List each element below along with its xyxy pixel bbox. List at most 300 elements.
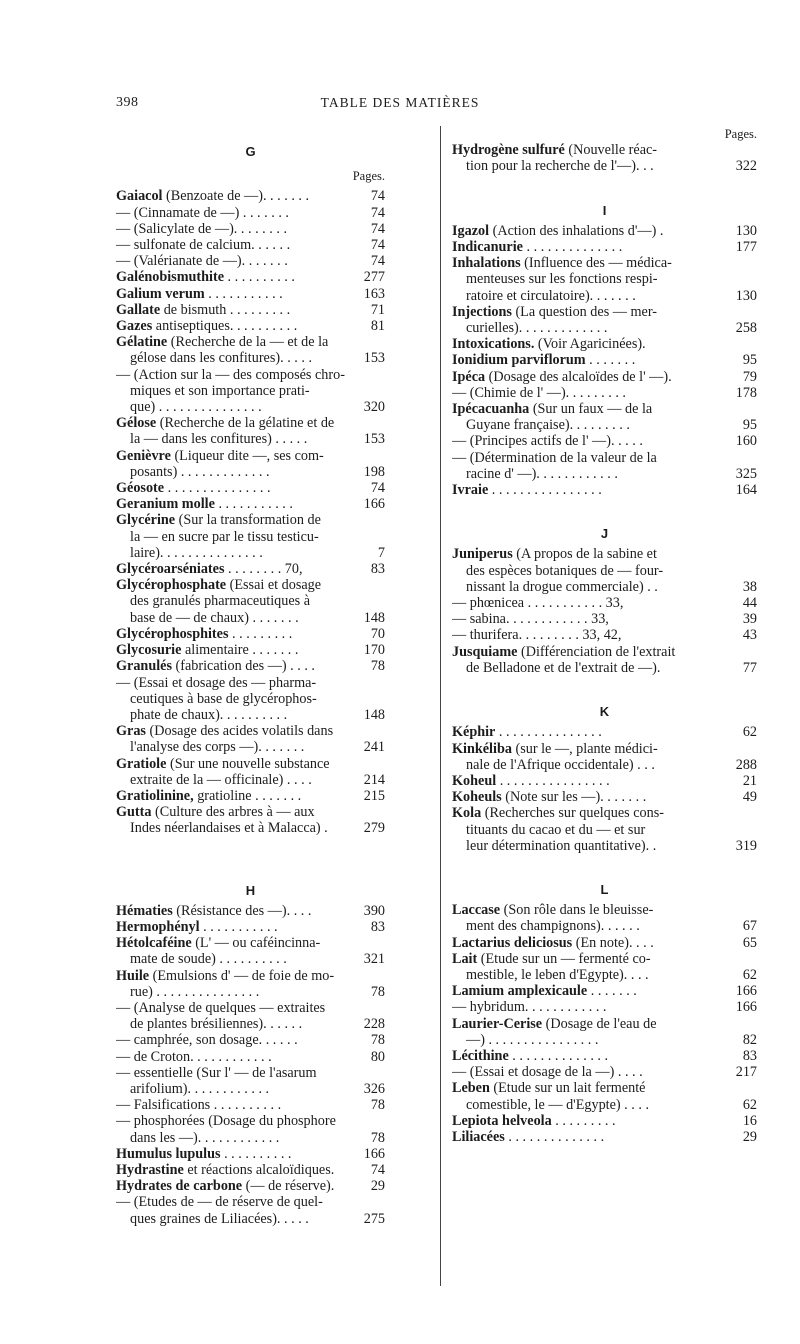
entry-text: arifolium). . . . . . . . . . . .: [130, 1080, 270, 1097]
index-entry: [452, 902, 757, 934]
entry-text: (La question des — mer-: [515, 303, 658, 320]
page-ref: 29: [742, 1128, 757, 1145]
entry-term: Inhalations: [452, 255, 521, 272]
entry-term: Gratiole: [116, 755, 167, 772]
entry-text: . . . . . . . . .: [555, 1112, 616, 1129]
index-entry: [452, 1080, 757, 1112]
entry-line: [452, 999, 725, 1015]
entry-line: [116, 415, 353, 431]
page-ref: 217: [735, 1064, 757, 1081]
entry-term: Kola: [452, 805, 482, 822]
index-entry: [116, 496, 385, 512]
entry-term: Intoxications.: [452, 336, 535, 353]
entry-text: (L' — ou caféincinna-: [195, 935, 321, 952]
entry-text: (Liqueur dite —, ses com-: [174, 447, 324, 464]
page-ref: 39: [742, 611, 757, 628]
entry-line: [452, 983, 725, 999]
entry-term: Hydrogène sulfuré: [452, 142, 565, 159]
page-ref: 71: [370, 301, 385, 318]
entry-line: [116, 350, 353, 366]
page-ref: 325: [735, 465, 757, 482]
page-ref: 321: [363, 951, 385, 968]
entry-line: [116, 951, 353, 967]
entry-text: (Recherches sur quelques cons-: [484, 805, 664, 822]
entry-line: [116, 545, 353, 561]
entry-line: [116, 253, 353, 269]
index-entry: [452, 1113, 757, 1129]
index-entry: [116, 1194, 385, 1226]
entry-line: [116, 237, 353, 253]
entry-text: (Dosage des alcaloïdes de l' —).: [488, 368, 672, 385]
entry-line: [452, 158, 725, 174]
index-entry: [452, 805, 757, 854]
index-entry: [452, 482, 757, 498]
entry-text: la — en sucre par le tissu testicu-: [130, 528, 319, 545]
index-entry: [116, 237, 385, 253]
entry-text: base de — de chaux) . . . . . . .: [130, 609, 299, 626]
entry-term: Injections: [452, 303, 512, 320]
page-ref: 78: [370, 983, 385, 1000]
page-ref: 319: [735, 837, 757, 854]
entry-term: Lepiota helveola: [452, 1112, 552, 1129]
entry-line: [116, 205, 353, 221]
entry-line: [116, 1097, 353, 1113]
entry-line: [116, 1065, 353, 1081]
entry-text: — (Principes actifs de l' —). . . . .: [452, 433, 643, 450]
page-ref: 80: [370, 1048, 385, 1065]
entry-line: [452, 1016, 725, 1032]
entry-line: [452, 304, 725, 320]
index-entry: [116, 448, 385, 480]
index-entry: [116, 577, 385, 626]
entry-text: des granulés pharmaceutiques à: [130, 593, 311, 610]
entry-line: [116, 512, 353, 528]
entry-text: (Dosage des acides volatils dans: [149, 723, 334, 740]
entry-line: [452, 1097, 725, 1113]
page-ref: 78: [370, 1097, 385, 1114]
entry-text: (Action des inhalations d'—) .: [492, 222, 664, 239]
index-entry: [116, 1162, 385, 1178]
page-ref: 163: [363, 285, 385, 302]
entry-line: [116, 1146, 353, 1162]
index-entry: [116, 675, 385, 724]
entry-line: [452, 142, 725, 158]
page-ref: 130: [735, 287, 757, 304]
page-ref: 81: [370, 318, 385, 335]
entry-term: Hermophényl: [116, 918, 200, 935]
index-entry: [116, 919, 385, 935]
index-entry: [116, 188, 385, 204]
entry-term: Gallate: [116, 301, 161, 318]
entry-line: [452, 563, 725, 579]
entry-text: — Falsifications . . . . . . . . . .: [116, 1097, 282, 1114]
entry-text: (— de réserve).: [245, 1178, 335, 1195]
entry-line: [452, 805, 725, 821]
entry-text: tion pour la recherche de l'—). . .: [466, 158, 654, 175]
entry-line: [452, 482, 725, 498]
entry-text: antiseptiques. . . . . . . . . .: [155, 318, 298, 335]
entry-line: [452, 611, 725, 627]
entry-text: — (Analyse de quelques — extraites: [116, 999, 326, 1016]
entry-line: [116, 1032, 353, 1048]
page-ref: 29: [370, 1178, 385, 1195]
page-ref: 170: [363, 642, 385, 659]
page-ref: 65: [742, 934, 757, 951]
entry-line: [116, 269, 353, 285]
page-ref: 74: [370, 188, 385, 205]
entry-text: (Note sur les —). . . . . . .: [505, 789, 647, 806]
index-section: [452, 704, 757, 854]
index-entry: [116, 415, 385, 447]
page-ref: 95: [742, 417, 757, 434]
entry-term: Galénobismuthite: [116, 269, 224, 286]
entry-line: [116, 788, 353, 804]
entry-line: [116, 1016, 353, 1032]
page-ref: 67: [742, 918, 757, 935]
page-ref: 326: [363, 1080, 385, 1097]
entry-term: Gratiolinine,: [116, 787, 194, 804]
page-ref: 78: [370, 1032, 385, 1049]
entry-term: Ipécacuanha: [452, 401, 530, 418]
index-entry: [116, 642, 385, 658]
entry-line: [452, 271, 725, 287]
index-entry: [116, 903, 385, 919]
entry-line: [116, 529, 353, 545]
entry-line: [452, 644, 725, 660]
page-ref: 16: [742, 1112, 757, 1129]
entry-line: [452, 773, 725, 789]
index-section: [116, 883, 385, 1227]
entry-text: posants) . . . . . . . . . . . . .: [130, 463, 270, 480]
entry-text: — de Croton. . . . . . . . . . . .: [116, 1048, 272, 1065]
entry-text: extraite de la — officinale) . . . .: [130, 771, 312, 788]
page-ref: 62: [742, 966, 757, 983]
entry-text: mestible, le leben d'Egypte). . . .: [466, 966, 649, 983]
entry-term: Laccase: [452, 902, 501, 919]
entry-text: . . . . . . . . . . . . . . . .: [499, 772, 610, 789]
entry-line: [452, 1080, 725, 1096]
index-entry: [452, 352, 757, 368]
index-entry: [452, 983, 757, 999]
entry-line: [116, 448, 353, 464]
entry-text: tituants du cacao et du — et sur: [466, 821, 646, 838]
entry-line: [116, 772, 353, 788]
entry-text: — thurifera. . . . . . . . . 33, 42,: [452, 627, 622, 644]
index-entry: [116, 561, 385, 577]
entry-term: Glycérine: [116, 512, 176, 529]
entry-line: [116, 334, 353, 350]
entry-text: nale de l'Afrique occidentale) . . .: [466, 756, 655, 773]
entry-text: — (Chimie de l' —). . . . . . . . .: [452, 384, 626, 401]
entry-text: . . . . . . . . 70,: [228, 561, 303, 578]
section-letter: I: [602, 202, 607, 218]
entry-line: [116, 577, 353, 593]
entry-text: dans les —). . . . . . . . . . . .: [130, 1129, 280, 1146]
entry-term: Képhir: [452, 724, 496, 741]
entry-line: [452, 385, 725, 401]
index-entry: [452, 369, 757, 385]
entry-term: Granulés: [116, 658, 172, 675]
entry-text: — (Essai et dosage de la —) . . . .: [452, 1064, 643, 1081]
entry-text: Indes néerlandaises et à Malacca) .: [130, 820, 328, 837]
entry-text: — (Cinnamate de —) . . . . . . .: [116, 204, 289, 221]
entry-line: [452, 951, 725, 967]
entry-text: ment des champignons). . . . . .: [466, 918, 640, 935]
index-entry: [452, 401, 757, 433]
entry-line: [116, 626, 353, 642]
entry-line: [116, 480, 353, 496]
entry-line: [452, 838, 725, 854]
index-entry: [452, 142, 757, 174]
entry-line: [452, 369, 725, 385]
index-entry: [116, 205, 385, 221]
entry-term: Hydrates de carbone: [116, 1178, 243, 1195]
section-letter: J: [600, 526, 609, 542]
entry-text: . . . . . . . . . . . . . .: [512, 1047, 609, 1064]
entry-text: —) . . . . . . . . . . . . . . . .: [466, 1031, 599, 1048]
entry-line: [452, 1048, 725, 1064]
entry-line: [116, 984, 353, 1000]
entry-term: Lamium amplexicaule: [452, 983, 588, 1000]
page-ref: 83: [370, 918, 385, 935]
entry-term: Gazes: [116, 318, 153, 335]
entry-text: — (Détermination de la valeur de la: [452, 449, 657, 466]
index-entry: [116, 1113, 385, 1145]
index-entry: [452, 724, 757, 740]
entry-line: [116, 1000, 353, 1016]
page-ref: 390: [363, 902, 385, 919]
index-section: [452, 882, 757, 1145]
index-entry: [452, 450, 757, 482]
entry-text: . . . . . . . . . . .: [208, 285, 283, 302]
entry-text: . . . . . . .: [590, 983, 637, 1000]
page-ref: 320: [363, 399, 385, 416]
entry-text: (Son rôle dans le bleuisse-: [503, 902, 654, 919]
entry-text: — essentielle (Sur l' — de l'asarum: [116, 1064, 317, 1081]
entry-term: Gutta: [116, 804, 152, 821]
entry-line: [116, 1081, 353, 1097]
entry-text: (Emulsions d' — de foie de mo-: [152, 967, 335, 984]
entry-line: [116, 399, 353, 415]
index-section: [452, 526, 757, 676]
entry-line: [116, 464, 353, 480]
page-ref: 214: [363, 771, 385, 788]
index-entry: [452, 773, 757, 789]
page-header: [0, 95, 800, 115]
page-ref: 177: [735, 239, 757, 256]
entry-term: Ionidium parviflorum: [452, 352, 586, 369]
page-ref: 130: [735, 222, 757, 239]
pages-label: Pages.: [352, 169, 385, 184]
page-ref: 74: [370, 204, 385, 221]
page-ref: 95: [742, 352, 757, 369]
entry-text: (Recherche de la gélatine et de: [159, 415, 335, 432]
entry-term: Humulus lupulus: [116, 1145, 221, 1162]
entry-term: Koheuls: [452, 789, 502, 806]
entry-text: . . . . . . . . . . . . . .: [526, 239, 623, 256]
entry-text: gratioline . . . . . . .: [197, 787, 302, 804]
left-column: [116, 126, 385, 1227]
page-ref: 82: [742, 1031, 757, 1048]
section-letter: H: [245, 882, 256, 898]
index-entry: [116, 334, 385, 366]
entry-line: [452, 822, 725, 838]
entry-line: [116, 431, 353, 447]
entry-term: Leben: [452, 1080, 490, 1097]
entry-line: [452, 741, 725, 757]
entry-line: [116, 804, 353, 820]
page-ref: 21: [742, 772, 757, 789]
index-entry: [452, 741, 757, 773]
entry-text: — (Valérianate de —). . . . . . .: [116, 253, 288, 270]
entry-text: menteuses sur les fonctions respi-: [466, 271, 658, 288]
section-letter: G: [245, 144, 256, 159]
entry-term: Hétolcaféine: [116, 935, 192, 952]
entry-line: [452, 724, 725, 740]
entry-line: [116, 658, 353, 674]
page-ref: 74: [370, 220, 385, 237]
entry-term: Lécithine: [452, 1047, 509, 1064]
entry-line: [116, 286, 353, 302]
page-ref: 7: [377, 544, 385, 561]
entry-line: [116, 820, 353, 836]
index-entry: [116, 968, 385, 1000]
entry-text: . . . . . . . . . . . . . . .: [498, 724, 602, 741]
entry-text: (sur le —, plante médici-: [515, 740, 658, 757]
entry-text: . . . . . . . . . .: [227, 269, 295, 286]
entry-text: — (Salicylate de —). . . . . . . .: [116, 220, 287, 237]
page-ref: 166: [735, 999, 757, 1016]
entry-line: [452, 789, 725, 805]
entry-line: [452, 902, 725, 918]
page-ref: 74: [370, 1161, 385, 1178]
entry-text: des espèces botaniques de — four-: [466, 562, 664, 579]
entry-text: — hybridum. . . . . . . . . . . .: [452, 999, 607, 1016]
entry-line: [116, 383, 353, 399]
index-entry: [116, 286, 385, 302]
entry-line: [452, 660, 725, 676]
entry-text: . . . . . . . . .: [232, 625, 293, 642]
entry-text: — phœnicea . . . . . . . . . . . 33,: [452, 595, 624, 612]
index-entry: [452, 611, 757, 627]
entry-text: phate de chaux). . . . . . . . . .: [130, 706, 288, 723]
index-entry: [116, 318, 385, 334]
entry-term: Jusquiame: [452, 643, 518, 660]
entry-text: miques et son importance prati-: [130, 382, 310, 399]
entry-text: (Recherche de la — et de la: [170, 334, 329, 351]
entry-text: — sulfonate de calcium. . . . . .: [116, 237, 291, 254]
entry-line: [452, 466, 725, 482]
entry-term: Liliacées: [452, 1128, 505, 1145]
index-entry: [452, 1048, 757, 1064]
page-ref: 322: [735, 158, 757, 175]
entry-term: Géosote: [116, 480, 165, 497]
page-ref: 241: [363, 739, 385, 756]
entry-line: [452, 401, 725, 417]
index-entry: [116, 1032, 385, 1048]
entry-text: . . . . . . . . . . . . . .: [508, 1128, 605, 1145]
index-entry: [452, 1016, 757, 1048]
page-ref: 77: [742, 659, 757, 676]
page-ref: 228: [363, 1016, 385, 1033]
index-entry: [116, 935, 385, 967]
entry-text: . . . . . . .: [589, 352, 636, 369]
index-entry: [116, 723, 385, 755]
entry-text: comestible, le — d'Egypte) . . . .: [466, 1096, 650, 1113]
entry-text: (Etude sur un lait fermenté: [493, 1080, 646, 1097]
right-column: [452, 126, 757, 1145]
entry-text: (fabrication des —) . . . .: [175, 658, 315, 675]
entry-text: laire). . . . . . . . . . . . . . .: [130, 544, 263, 561]
entry-text: (Voir Agaricinées).: [537, 336, 646, 353]
entry-term: Koheul: [452, 772, 497, 789]
index-entry: [452, 385, 757, 401]
page-ref: 79: [742, 368, 757, 385]
page-ref: 83: [742, 1047, 757, 1064]
index-entry: [116, 1097, 385, 1113]
page-ref: 166: [735, 983, 757, 1000]
entry-text: . . . . . . . . . . . . . . . .: [491, 482, 602, 499]
entry-line: [116, 1130, 353, 1146]
entry-line: [452, 223, 725, 239]
index-entry: [116, 788, 385, 804]
entry-line: [452, 757, 725, 773]
running-title: TABLE DES MATIÈRES: [320, 95, 480, 110]
entry-term: Lait: [452, 950, 478, 967]
entry-text: — camphrée, son dosage. . . . . .: [116, 1032, 298, 1049]
page-ref: 198: [363, 463, 385, 480]
index-entry: [116, 658, 385, 674]
entry-term: Ipéca: [452, 368, 486, 385]
entry-text: — (Etudes de — de réserve de quel-: [116, 1194, 323, 1211]
index-entry: [116, 302, 385, 318]
section-letter: K: [599, 704, 610, 720]
entry-text: de plantes brésiliennes). . . . . .: [130, 1016, 303, 1033]
page-ref: 166: [363, 496, 385, 513]
entry-text: (A propos de la sabine et: [516, 546, 657, 563]
entry-text: racine d' —). . . . . . . . . . . .: [466, 465, 618, 482]
entry-text: (Sur une nouvelle substance: [169, 755, 330, 772]
entry-term: Ivraie: [452, 482, 489, 499]
page-ref: 78: [370, 658, 385, 675]
entry-term: Glycéroarséniates: [116, 561, 225, 578]
entry-line: [116, 221, 353, 237]
index-entry: [452, 627, 757, 643]
page-ref: 160: [735, 433, 757, 450]
entry-text: . . . . . . . . . . .: [218, 496, 293, 513]
entry-text: (Dosage de l'eau de: [545, 1015, 657, 1032]
section-letter: L: [600, 881, 609, 897]
index-entry: [116, 756, 385, 788]
index-entry: [116, 253, 385, 269]
entry-line: [452, 967, 725, 983]
entry-line: [116, 903, 353, 919]
page-ref: 164: [735, 482, 757, 499]
page-ref: 83: [370, 561, 385, 578]
entry-line: [116, 723, 353, 739]
entry-text: — sabina. . . . . . . . . . . . 33,: [452, 611, 609, 628]
index-entry: [116, 221, 385, 237]
entry-text: (Essai et dosage: [229, 577, 322, 594]
entry-term: Genièvre: [116, 447, 171, 464]
entry-line: [116, 1162, 353, 1178]
entry-line: [116, 593, 353, 609]
entry-text: . . . . . . . . . . .: [203, 918, 278, 935]
entry-term: Laurier-Cerise: [452, 1015, 543, 1032]
entry-line: [116, 739, 353, 755]
entry-line: [116, 675, 353, 691]
entry-text: (Benzoate de —). . . . . . .: [166, 188, 310, 205]
